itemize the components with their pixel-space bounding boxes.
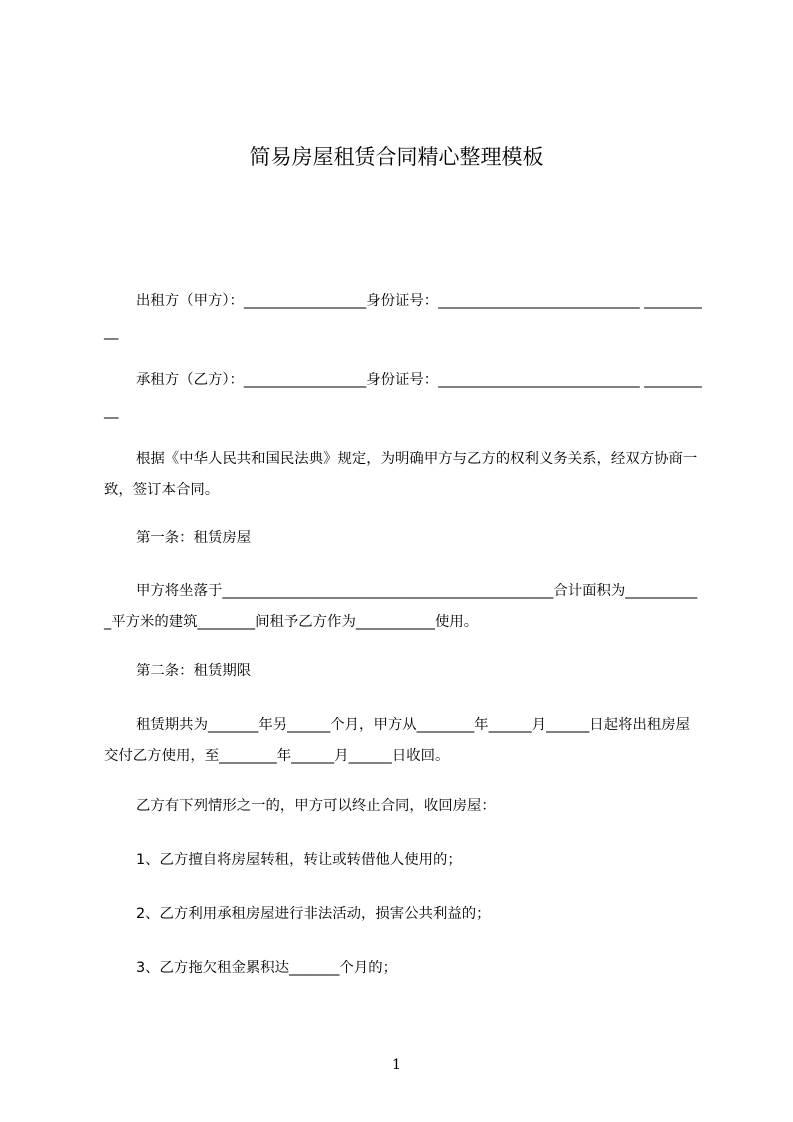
article-2-heading: 第二条：租赁期限 — [136, 663, 252, 679]
termination-item-3: 3、乙方拖欠租金累积达_______个月的； — [136, 960, 397, 976]
termination-item-1: 1、乙方擅自将房屋转租，转让或转借他人使用的； — [136, 852, 462, 868]
article-1-heading: 第一条：租赁房屋 — [136, 530, 252, 546]
document-title: 简易房屋租赁合同精心整理模板 — [249, 145, 544, 169]
article-2-text: 租赁期共为_______年另______个月，甲方从________年______月______日起将出租房屋交付乙方使用，至________年______月______日收回。 — [104, 717, 691, 764]
lessee-line: 承租方（乙方）：_________________身份证号：____________________________ __________ — [104, 372, 702, 419]
lessor-line: 出租方（甲方）：_________________身份证号：____________________________ __________ — [104, 293, 702, 340]
preamble-paragraph: 根据《中华人民共和国民法典》规定，为明确甲方与乙方的权利义务关系，经双方协商一致，签订本合同。 — [104, 451, 698, 498]
termination-intro: 乙方有下列情形之一的，甲方可以终止合同，收回房屋： — [136, 798, 496, 814]
page-number: 1 — [392, 1057, 401, 1073]
article-1-text: 甲方将坐落于______________________________________________合计面积为___________平方米的建筑________间租予乙方作为___________使用。 — [104, 583, 698, 630]
termination-item-2: 2、乙方利用承租房屋进行非法活动，损害公共利益的； — [136, 906, 491, 922]
